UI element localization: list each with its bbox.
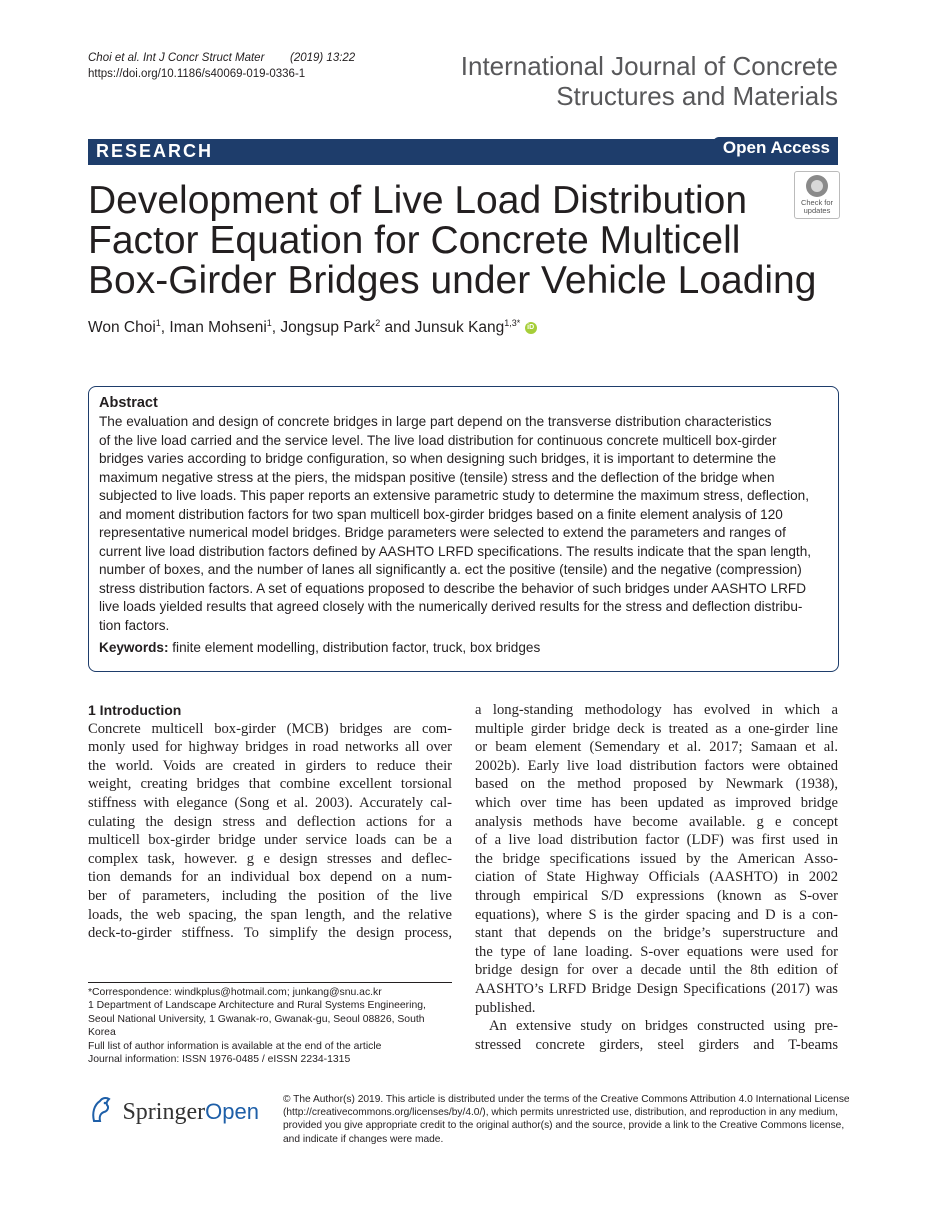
footnote-affiliation: Seoul National University, 1 Gwanak-ro, Gwanak-gu, Seoul 08826, South: [88, 1013, 425, 1025]
research-label: RESEARCH: [96, 141, 214, 161]
journal-title-line2: Structures and Materials: [556, 81, 838, 111]
license-line: provided you give appropriate credit to the original author(s) and the source, provide a link to the Creative Commons license,: [283, 1120, 845, 1132]
section-heading-introduction: 1 Introduction: [88, 702, 182, 718]
author-affil: 1: [266, 318, 272, 328]
springer-wordmark: Springer: [122, 1099, 206, 1125]
journal-title-line1: International Journal of Concrete: [460, 51, 838, 81]
keywords: [99, 638, 829, 658]
body-line: multicell box-girder bridge under service loads can be a: [88, 832, 452, 849]
springer-open-logo: [88, 1095, 259, 1130]
footnotes: [88, 986, 452, 1066]
author-affil: 1: [155, 318, 161, 328]
license-link-line[interactable]: (http://creativecommons.org/licenses/by/4.0/), which permits unrestricted use, distribution, and reproduction in any medium,: [283, 1107, 838, 1119]
abstract-line: stress distribution factors. A set of equations proposed to describe the behavior of such bridges under AASHTO LRFD: [99, 580, 807, 596]
open-access-badge: Open Access: [713, 137, 838, 161]
license-line: © The Author(s) 2019. This article is distributed under the terms of the Creative Commons Attribution 4.0 International License: [283, 1094, 850, 1105]
citation-journal: Int J Concr Struct Mater: [142, 52, 265, 64]
author-name: Won Choi: [88, 319, 156, 337]
body-line: of a live load distribution factor (LDF) was first used in: [475, 832, 838, 849]
body-line: analysis methods have become available. g e concept: [475, 813, 838, 830]
footnote-author-info: Full list of author information is available at the end of the article: [88, 1040, 382, 1052]
license-line: and indicate if changes were made.: [283, 1133, 444, 1145]
author-affil: 1,3*: [504, 318, 521, 328]
check-updates-line2: updates: [803, 206, 831, 215]
body-line: monly used for highway bridges in road networks all over: [88, 739, 452, 756]
keywords-label: Keywords:: [99, 640, 169, 655]
body-line: stant that depends on the bridge’s superstructure and: [475, 925, 838, 942]
check-updates-line1: Check for: [800, 198, 834, 207]
abstract-line: of the live load carried and the service level. The live load distribution for continuous concrete multicell box-girder: [99, 432, 777, 448]
citation-authors: Choi et al.: [88, 52, 140, 64]
footnote-affiliation: Korea: [88, 1027, 116, 1039]
check-updates-icon: [806, 175, 828, 197]
footnote-journal-info: Journal information: ISSN 1976-0485 / eISSN 2234-1315: [88, 1054, 351, 1066]
springer-horse-icon: [88, 1095, 114, 1130]
body-line: equations), where S is the girder spacing and D is a con-: [475, 906, 838, 923]
doi-link[interactable]: https://doi.org/10.1186/s40069-019-0336-1: [88, 68, 306, 80]
right-column: [475, 701, 838, 1054]
abstract-heading: Abstract: [99, 395, 158, 411]
body-line: through empirical S/D expressions (known as S-over: [475, 887, 838, 904]
body-line: or beam element (Semendary et al. 2017; Samaan et al.: [475, 739, 838, 756]
abstract-line: bridges varies according to bridge configuration, so when designing such bridges, it is important to determine the: [99, 451, 777, 466]
footnote-affiliation: 1 Department of Landscape Architecture and Rural Systems Engineering,: [88, 1000, 426, 1012]
abstract-line: representative numerical model bridges. Bridge parameters were selected to extend the parameters and ranges of: [99, 525, 786, 540]
body-line: the bridge specifications issued by the American Asso-: [475, 850, 838, 867]
body-line: loads, the web spacing, the span length, and the relative: [88, 906, 452, 923]
body-line: published.: [475, 999, 536, 1016]
abstract-line: and moment distribution factors for two span multicell box-girder bridges based on a finite element analysis of 120: [99, 506, 783, 522]
citation-year-volume: (2019) 13:22: [289, 52, 356, 64]
body-line: Concrete multicell box-girder (MCB) bridges are com-: [88, 720, 452, 737]
body-line: complex task, however. g e design stresses and deflec-: [88, 850, 452, 867]
abstract-text: [99, 413, 829, 635]
abstract-line: maximum negative stress at the piers, the midspan positive (tensile) stress and the deflection of the bridge when: [99, 469, 775, 485]
author-list: [88, 318, 537, 337]
body-line: stiffness with elegance (Song et al. 2003). Accurately cal-: [88, 794, 452, 811]
body-line: stressed concrete girders, steel girders and T-beams: [475, 1036, 838, 1053]
abstract-line: The evaluation and design of concrete bridges in large part depend on the transverse distribution characteristics: [99, 414, 772, 429]
body-line: deck-to-girder stiffness. To simplify the design process,: [88, 925, 452, 942]
footnote-divider: [88, 982, 452, 983]
body-line: An extensive study on bridges constructed using pre-: [489, 1018, 838, 1035]
body-line: the world. Voids are created in girders to reduce their: [88, 757, 452, 774]
body-line: bridge design for over a decade until the 8th edition of: [475, 962, 838, 979]
research-banner: [88, 139, 838, 165]
citation-line: [88, 50, 355, 66]
author-name: , Jongsup Park: [271, 319, 376, 337]
abstract-box: [88, 386, 839, 672]
body-line: the type of lane loading. S-over equations were used for: [475, 943, 838, 960]
title-line: Factor Equation for Concrete Multicell: [88, 219, 741, 262]
keywords-text: finite element modelling, distribution factor, truck, box bridges: [172, 640, 541, 655]
license-notice: [283, 1093, 850, 1146]
body-line: 2002b). Early live load distribution factors were obtained: [475, 757, 838, 774]
check-updates-text: [795, 199, 839, 215]
author-name: and Junsuk Kang: [380, 319, 505, 337]
body-line: culating the design stress and deflection actions for a: [88, 813, 452, 830]
author-affil: 2: [375, 318, 381, 328]
body-line: which over time has been updated as improved bridge: [475, 794, 838, 811]
body-line: based on the method proposed by Newmark (1938),: [475, 776, 838, 793]
body-line: ciation of State Highway Officials (AASHTO) in 2002: [475, 869, 838, 886]
abstract-line: number of boxes, and the number of lanes all significantly a. ect the positive (tensile) and the negative (compression): [99, 562, 802, 577]
body-line: tion demands for an individual box depend on a num-: [88, 869, 452, 886]
author-name: , Iman Mohseni: [160, 319, 267, 337]
check-for-updates-button[interactable]: [794, 171, 840, 219]
footnote-correspondence: *Correspondence: windkplus@hotmail.com; junkang@snu.ac.kr: [88, 987, 382, 998]
body-line: weight, creating bridges that combine excellent torsional: [88, 776, 452, 793]
title-line: Development of Live Load Distribution: [88, 179, 748, 222]
orcid-icon[interactable]: iD: [525, 322, 537, 334]
title-line: Box-Girder Bridges under Vehicle Loading: [88, 259, 817, 302]
abstract-line: subjected to live loads. This paper reports an extensive parametric study to determine the maximum stress, deflection,: [99, 488, 809, 503]
open-wordmark: Open: [205, 1099, 259, 1124]
body-line: AASHTO’s LRFD Bridge Design Specifications (2017) was: [475, 980, 838, 997]
body-line: ber of parameters, including the position of the live: [88, 887, 452, 904]
abstract-line: tion factors.: [99, 617, 170, 633]
body-line: a long-standing methodology has evolved in which a: [475, 702, 838, 718]
abstract-line: live loads yielded results that agreed closely with the numerically derived results for the stress and deflection distribu-: [99, 599, 803, 614]
abstract-line: current live load distribution factors defined by AASHTO LRFD specifications. The results indicate that the span length,: [99, 543, 812, 559]
left-column: [88, 701, 452, 943]
body-line: multiple girder bridge deck is treated as a one-girder line: [475, 720, 838, 737]
